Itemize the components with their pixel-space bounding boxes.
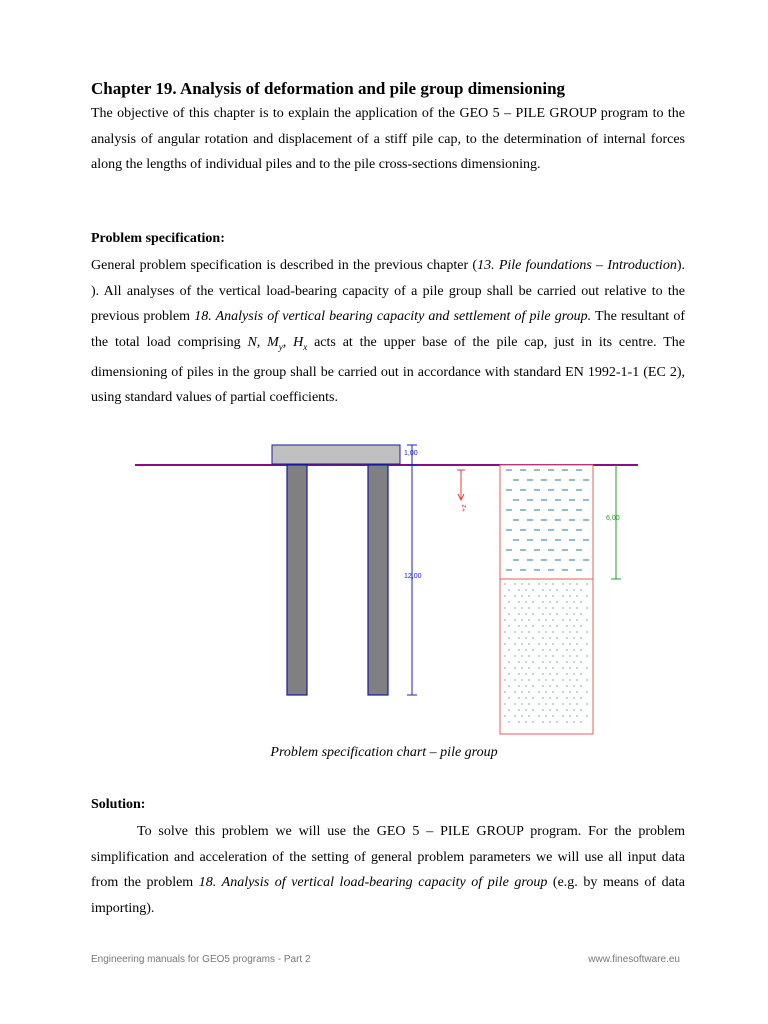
sand-dot — [514, 643, 515, 644]
sand-dot — [518, 673, 519, 674]
sand-dot — [518, 589, 519, 590]
sand-dot — [528, 595, 529, 596]
sand-dot — [573, 601, 574, 602]
problem-ref-1: 13. Pile foundations – Introduction — [477, 258, 677, 273]
sand-dot — [521, 715, 522, 716]
sand-dot — [532, 673, 533, 674]
sand-dot — [556, 625, 557, 626]
sand-dot — [542, 649, 543, 650]
sand-dot — [576, 619, 577, 620]
sand-dot — [586, 595, 587, 596]
sand-dot — [532, 721, 533, 722]
sand-dot — [580, 601, 581, 602]
sand-dot — [514, 631, 515, 632]
sand-dot — [566, 613, 567, 614]
sand-dot — [552, 583, 553, 584]
problem-text-2: ). ). All analyses of the vertical load-bearing capacity of a pile group shall be carried out relative to the previous problem — [91, 258, 685, 324]
sand-dot — [576, 595, 577, 596]
sand-dot — [504, 643, 505, 644]
sand-dot — [573, 673, 574, 674]
sand-dot — [549, 709, 550, 710]
sand-dot — [562, 631, 563, 632]
sand-dot — [521, 595, 522, 596]
sand-dot — [545, 655, 546, 656]
sand-dot — [569, 619, 570, 620]
sand-dot — [566, 589, 567, 590]
sand-dot — [545, 619, 546, 620]
sand-dot — [508, 673, 509, 674]
problem-text-1: General problem specification is described in the previous chapter ( — [91, 258, 478, 273]
sand-dot — [542, 637, 543, 638]
problem-text-3: The resultant of the total load comprising — [91, 309, 685, 350]
sand-dot — [518, 637, 519, 638]
sand-dot — [552, 655, 553, 656]
sand-dot — [576, 703, 577, 704]
sand-dot — [569, 679, 570, 680]
sand-dot — [528, 583, 529, 584]
sand-dot — [521, 655, 522, 656]
sand-dot — [576, 715, 577, 716]
sand-dot — [525, 685, 526, 686]
sand-dot — [552, 715, 553, 716]
sand-dot — [532, 649, 533, 650]
sand-dot — [580, 673, 581, 674]
sand-dot — [552, 631, 553, 632]
sand-dot — [552, 667, 553, 668]
sand-dot — [569, 667, 570, 668]
sand-dot — [528, 667, 529, 668]
sand-dot — [573, 589, 574, 590]
sand-dot — [580, 649, 581, 650]
sand-dot — [518, 685, 519, 686]
sand-dot — [538, 715, 539, 716]
sand-dot — [556, 637, 557, 638]
sand-dot — [545, 667, 546, 668]
sand-dot — [518, 697, 519, 698]
sand-dot — [562, 655, 563, 656]
sand-dot — [538, 679, 539, 680]
sand-dot — [576, 679, 577, 680]
sand-dot — [525, 697, 526, 698]
sand-dot — [504, 679, 505, 680]
sand-dot — [532, 661, 533, 662]
sand-dot — [586, 715, 587, 716]
sand-dot — [586, 583, 587, 584]
sand-dot — [538, 655, 539, 656]
sand-dot — [532, 637, 533, 638]
sand-dot — [545, 643, 546, 644]
sand-dot — [573, 625, 574, 626]
sand-dot — [521, 607, 522, 608]
sand-dot — [562, 667, 563, 668]
sand-dot — [538, 583, 539, 584]
sand-dot — [549, 637, 550, 638]
sand-dot — [504, 583, 505, 584]
sand-dot — [508, 721, 509, 722]
sand-dot — [525, 589, 526, 590]
sand-dot — [586, 631, 587, 632]
sand-dot — [549, 625, 550, 626]
sand-dot — [556, 613, 557, 614]
z-axis-label: +z — [461, 504, 468, 512]
sand-dot — [521, 679, 522, 680]
sand-dot — [586, 667, 587, 668]
sand-dot — [586, 679, 587, 680]
sand-dot — [545, 679, 546, 680]
sand-dot — [542, 625, 543, 626]
sand-dot — [556, 697, 557, 698]
sand-dot — [514, 691, 515, 692]
sand-dot — [508, 709, 509, 710]
sand-dot — [562, 595, 563, 596]
sand-dot — [569, 715, 570, 716]
sand-dot — [518, 709, 519, 710]
sand-dot — [514, 595, 515, 596]
sand-dot — [552, 595, 553, 596]
sand-dot — [514, 583, 515, 584]
sand-dot — [538, 619, 539, 620]
sand-dot — [562, 607, 563, 608]
sand-dot — [545, 583, 546, 584]
sand-dot — [542, 613, 543, 614]
sand-dot — [538, 595, 539, 596]
sand-dot — [580, 721, 581, 722]
cap-thickness-label: 1,00 — [404, 450, 418, 457]
sand-dot — [514, 703, 515, 704]
sand-dot — [508, 685, 509, 686]
sand-dot — [566, 649, 567, 650]
sand-dot — [532, 697, 533, 698]
sand-dot — [521, 643, 522, 644]
sand-dot — [525, 637, 526, 638]
problem-ref-2: 18. Analysis of vertical bearing capacity and settlement of pile group. — [194, 309, 592, 324]
sand-dot — [549, 673, 550, 674]
sand-dot — [569, 583, 570, 584]
sand-dot — [556, 709, 557, 710]
sand-dot — [528, 619, 529, 620]
sand-dot — [580, 709, 581, 710]
sand-dot — [552, 679, 553, 680]
formula-nm: N, M — [247, 334, 279, 350]
footer-left: Engineering manuals for GEO5 programs - Part 2 — [91, 954, 311, 965]
sand-dot — [580, 589, 581, 590]
sand-dot — [521, 631, 522, 632]
sand-dot — [566, 697, 567, 698]
sand-dot — [518, 625, 519, 626]
sand-dot — [538, 607, 539, 608]
sand-dot — [549, 601, 550, 602]
sand-dot — [518, 601, 519, 602]
sand-dot — [576, 655, 577, 656]
sand-dot — [542, 673, 543, 674]
sand-dot — [576, 691, 577, 692]
sand-dot — [562, 691, 563, 692]
sand-dot — [538, 643, 539, 644]
pile-length-label: 12,00 — [404, 573, 422, 580]
sand-dot — [580, 613, 581, 614]
sand-dot — [573, 685, 574, 686]
sand-dot — [549, 697, 550, 698]
sand-dot — [586, 643, 587, 644]
sand-dot — [566, 625, 567, 626]
sand-dot — [521, 691, 522, 692]
sand-dot — [542, 685, 543, 686]
sand-dot — [521, 583, 522, 584]
sand-dot — [508, 613, 509, 614]
sand-dot — [542, 589, 543, 590]
sand-dot — [569, 703, 570, 704]
sand-dot — [569, 643, 570, 644]
sand-dot — [508, 697, 509, 698]
sand-dot — [528, 607, 529, 608]
sand-dot — [562, 583, 563, 584]
sand-dot — [545, 703, 546, 704]
z-axis-arrow — [457, 470, 465, 500]
sand-dot — [504, 691, 505, 692]
sand-dot — [556, 685, 557, 686]
solution-text-2: (e.g. by means of data importing). — [91, 875, 685, 916]
sand-dot — [556, 721, 557, 722]
sand-dot — [538, 691, 539, 692]
sand-dot — [518, 721, 519, 722]
sand-dot — [508, 649, 509, 650]
layer-thickness-label: 6,00 — [606, 515, 620, 522]
sand-dot — [514, 667, 515, 668]
sand-dot — [528, 715, 529, 716]
sand-dot — [508, 589, 509, 590]
sand-dot — [521, 619, 522, 620]
load-formula — [247, 335, 307, 350]
sand-dot — [569, 595, 570, 596]
sand-dot — [569, 655, 570, 656]
sand-dot — [538, 667, 539, 668]
footer-right: www.finesoftware.eu — [588, 954, 680, 965]
sand-dot — [542, 661, 543, 662]
sand-dot — [549, 613, 550, 614]
sand-dot — [586, 703, 587, 704]
sand-dot — [566, 661, 567, 662]
sand-dot — [566, 721, 567, 722]
sand-dot — [566, 601, 567, 602]
pile-group-figure — [0, 430, 768, 740]
sand-dot — [586, 607, 587, 608]
sand-dot — [566, 637, 567, 638]
sand-dot — [542, 601, 543, 602]
sand-dot — [580, 685, 581, 686]
sand-dot — [521, 667, 522, 668]
sand-dot — [562, 703, 563, 704]
sand-dot — [518, 613, 519, 614]
chapter-title: Chapter 19. Analysis of deformation and pile group dimensioning — [91, 79, 566, 98]
sand-dot — [538, 631, 539, 632]
sand-dot — [525, 601, 526, 602]
sand-dot — [525, 673, 526, 674]
layer-dimension — [611, 465, 621, 579]
sand-dot — [569, 631, 570, 632]
sand-dot — [528, 655, 529, 656]
sand-dot — [514, 607, 515, 608]
sand-dot — [504, 619, 505, 620]
solution-paragraph — [91, 819, 685, 921]
sand-dot — [576, 607, 577, 608]
sand-dot — [562, 715, 563, 716]
sand-dot — [566, 685, 567, 686]
sand-dot — [573, 661, 574, 662]
sand-dot — [528, 703, 529, 704]
sand-dot — [532, 625, 533, 626]
sand-dot — [573, 697, 574, 698]
sand-dot — [538, 703, 539, 704]
pile-dimension — [407, 445, 417, 695]
sand-dot — [532, 709, 533, 710]
sand-dot — [532, 589, 533, 590]
sand-dot — [545, 607, 546, 608]
sand-dot — [576, 643, 577, 644]
sand-dot — [573, 637, 574, 638]
sand-dot — [552, 643, 553, 644]
sand-dot — [508, 637, 509, 638]
sand-dot — [556, 649, 557, 650]
sand-dot — [545, 691, 546, 692]
soil-profile — [500, 465, 593, 734]
sand-dot — [552, 607, 553, 608]
sand-dot — [586, 619, 587, 620]
pile-left — [287, 465, 307, 695]
formula-sub-y: y — [278, 341, 283, 352]
sand-dot — [549, 649, 550, 650]
sand-dot — [514, 679, 515, 680]
figure-caption: Problem specification chart – pile group — [270, 745, 498, 760]
sand-dot — [532, 685, 533, 686]
sand-dot — [545, 631, 546, 632]
sand-dot — [556, 661, 557, 662]
sand-dot — [549, 685, 550, 686]
sand-dot — [514, 715, 515, 716]
sand-dot — [504, 667, 505, 668]
formula-h: , H — [282, 334, 304, 350]
sand-dot — [566, 673, 567, 674]
sand-dot — [514, 655, 515, 656]
sand-dot — [552, 691, 553, 692]
sand-dot — [525, 709, 526, 710]
sand-dot — [576, 631, 577, 632]
sand-dot — [525, 613, 526, 614]
sand-dot — [525, 625, 526, 626]
sand-dot — [525, 649, 526, 650]
sand-dot — [514, 619, 515, 620]
sand-dot — [508, 625, 509, 626]
solution-text-1: To solve this problem we will use the GEO 5 – PILE GROUP program. For the problem simplification and acceleration of the setting of general problem parameters we will use all input data from the problem — [91, 824, 685, 890]
sand-dot — [580, 697, 581, 698]
sand-dot — [566, 709, 567, 710]
sand-dot — [518, 649, 519, 650]
sand-dot — [518, 661, 519, 662]
sand-dot — [580, 637, 581, 638]
sand-dot — [573, 721, 574, 722]
intro-paragraph: The objective of this chapter is to explain the application of the GEO 5 – PILE GROUP program to the analysis of angular rotation and displacement of a stiff pile cap, to the determination of internal forces along the lengths of individual piles and to the pile cross-sections dimensioning. — [91, 106, 685, 172]
sand-dot — [525, 661, 526, 662]
problem-paragraph — [91, 253, 685, 411]
sand-dot — [504, 715, 505, 716]
solution-heading: Solution: — [91, 797, 146, 812]
sand-dot — [562, 619, 563, 620]
sand-dot — [525, 721, 526, 722]
sand-dot — [580, 661, 581, 662]
pile-cap — [272, 445, 400, 464]
sand-dot — [556, 601, 557, 602]
formula-sub-x: x — [303, 341, 308, 352]
sand-dot — [508, 601, 509, 602]
sand-dot — [552, 619, 553, 620]
sand-dot — [549, 661, 550, 662]
sand-dot — [528, 643, 529, 644]
sand-dot — [508, 661, 509, 662]
sand-dot — [556, 673, 557, 674]
sand-dot — [549, 589, 550, 590]
sand-dot — [562, 643, 563, 644]
problem-text-4: acts at the upper base of the pile cap, just in its centre. The dimensioning of piles in the group shall be carried out in accordance with standard EN 1992-1-1 (EC 2), using standard values of partial coefficients. — [91, 334, 685, 406]
sand-dot — [528, 631, 529, 632]
sand-dot — [532, 613, 533, 614]
sand-dot — [580, 625, 581, 626]
sand-dot — [573, 709, 574, 710]
sand-dot — [532, 601, 533, 602]
sand-dot — [542, 709, 543, 710]
sand-dot — [586, 691, 587, 692]
sand-dot — [545, 595, 546, 596]
sand-dot — [504, 631, 505, 632]
solution-ref: 18. Analysis of vertical load-bearing capacity of pile group — [198, 875, 548, 890]
sand-dot — [556, 589, 557, 590]
sand-dot — [542, 697, 543, 698]
sand-dot — [504, 607, 505, 608]
sand-dot — [573, 613, 574, 614]
sand-dot — [569, 607, 570, 608]
sand-dot — [576, 583, 577, 584]
sand-dot — [562, 679, 563, 680]
sand-dot — [528, 679, 529, 680]
sand-dot — [504, 595, 505, 596]
sand-dot — [542, 721, 543, 722]
sand-dot — [552, 703, 553, 704]
sand-dot — [504, 655, 505, 656]
sand-dot — [504, 703, 505, 704]
sand-dot — [521, 703, 522, 704]
sand-dot — [549, 721, 550, 722]
sand-dot — [545, 715, 546, 716]
sand-dot — [576, 667, 577, 668]
pile-right — [368, 465, 388, 695]
sand-dot — [586, 655, 587, 656]
sand-dot — [528, 691, 529, 692]
problem-heading: Problem specification: — [91, 231, 225, 246]
sand-dot — [573, 649, 574, 650]
sand-dot — [569, 691, 570, 692]
